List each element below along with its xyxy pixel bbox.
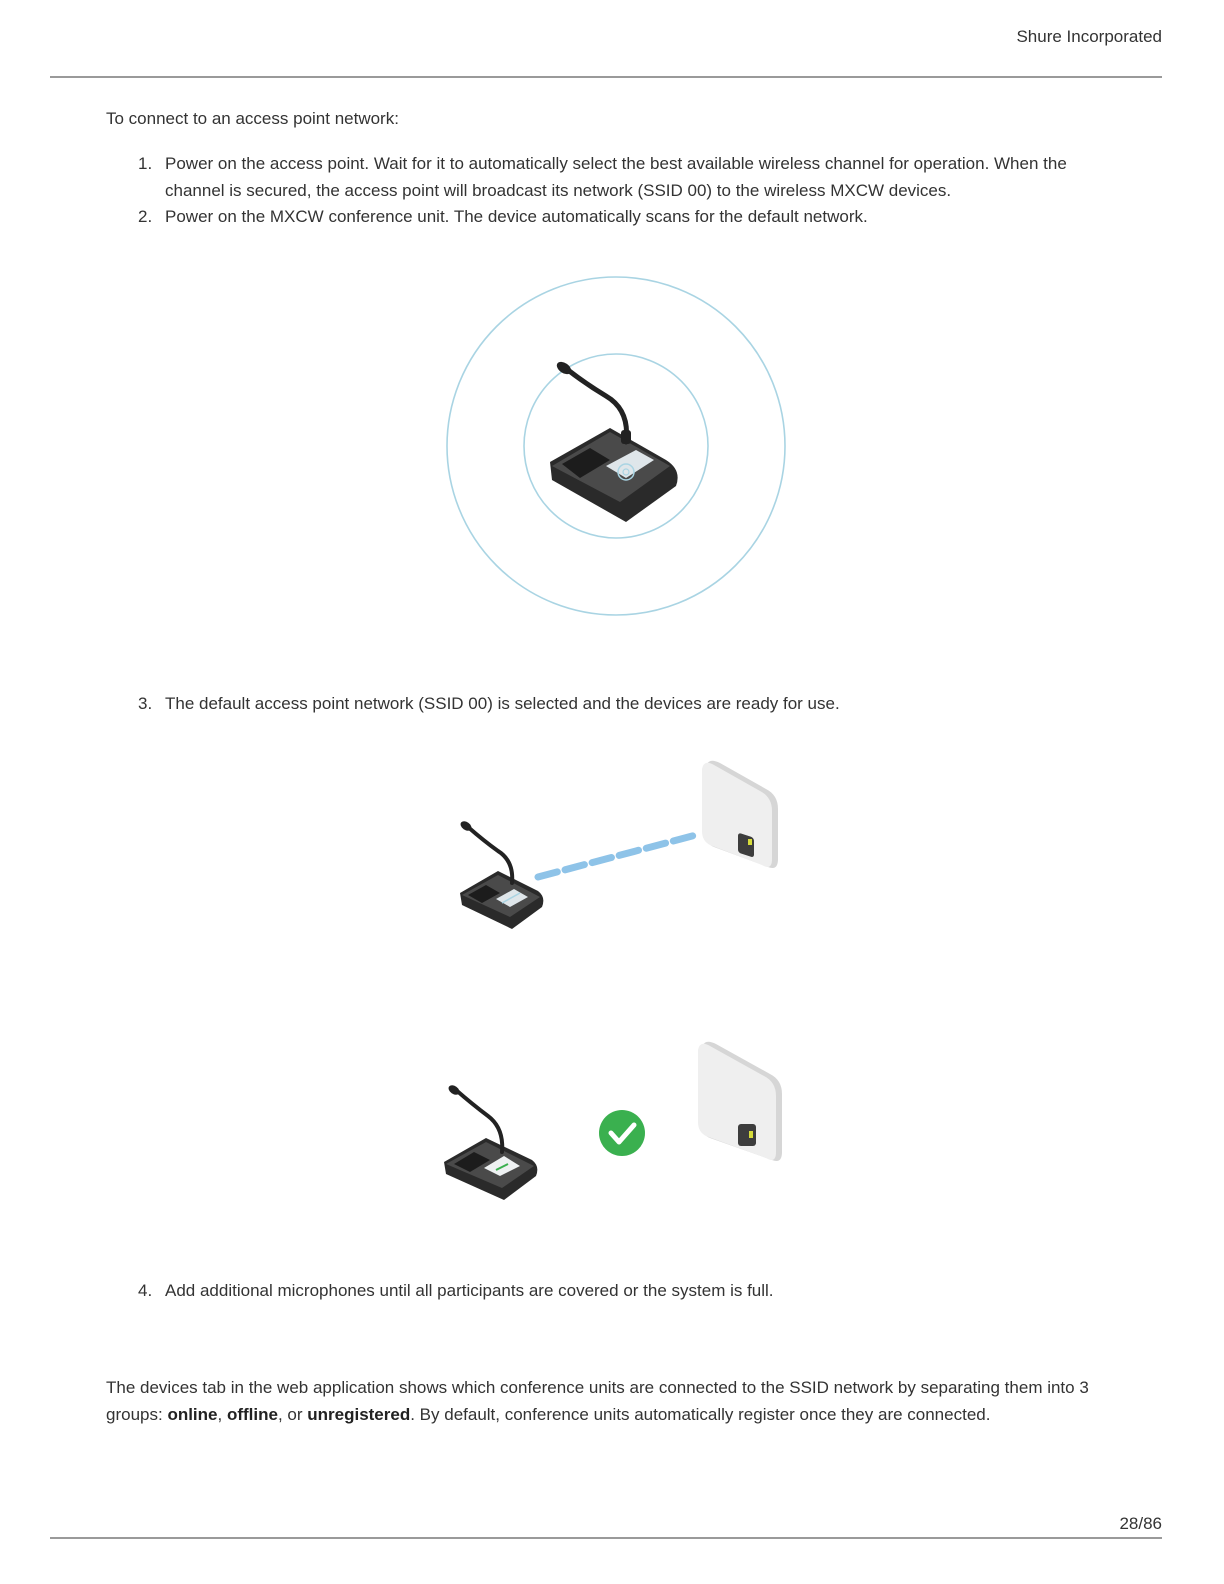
summary-separator: , or	[277, 1405, 308, 1424]
step-text: Power on the MXCW conference unit. The device automatically scans for the default network.	[165, 207, 868, 226]
summary-text: The devices tab in the web application shows which conference units are connected to the SSID network by separating them into 3 groups:	[106, 1378, 1089, 1424]
summary-separator: ,	[217, 1405, 227, 1424]
step-text: Add additional microphones until all participants are covered or the system is full.	[165, 1281, 774, 1300]
conference-unit-icon	[444, 1083, 537, 1200]
check-icon	[599, 1110, 645, 1156]
step-number: 4.	[138, 1281, 153, 1300]
figure-connecting	[450, 755, 790, 940]
group-unregistered: unregistered	[307, 1405, 411, 1424]
step-number: 3.	[138, 694, 153, 713]
summary-text: . By default, conference units automatically register once they are connected.	[410, 1405, 991, 1424]
step-text: Power on the access point. Wait for it to automatically select the best available wireless channel for operation. When the channel is secured, the access point will broadcast its network (SSID 00) to the wireless MXCW devices.	[165, 154, 1067, 200]
figure-connected	[440, 1040, 800, 1220]
header-divider	[50, 76, 1162, 78]
access-point-icon	[702, 761, 778, 868]
summary-paragraph	[106, 1374, 1106, 1428]
page-number: 28/86	[1119, 1514, 1162, 1533]
intro-text: To connect to an access point network:	[106, 109, 399, 128]
group-online: online	[167, 1405, 218, 1424]
conference-unit-icon	[550, 359, 678, 522]
footer-divider	[50, 1537, 1162, 1539]
access-point-icon	[698, 1042, 782, 1161]
wireless-link-line	[538, 835, 696, 877]
step-number: 1.	[138, 154, 153, 173]
conference-unit-icon	[459, 819, 544, 929]
step-number: 2.	[138, 207, 153, 226]
group-offline: offline	[226, 1405, 278, 1424]
figure-scanning-signal	[440, 260, 800, 640]
header-company-name: Shure Incorporated	[1016, 27, 1162, 46]
step-text: The default access point network (SSID 00) is selected and the devices are ready for use.	[165, 694, 840, 713]
